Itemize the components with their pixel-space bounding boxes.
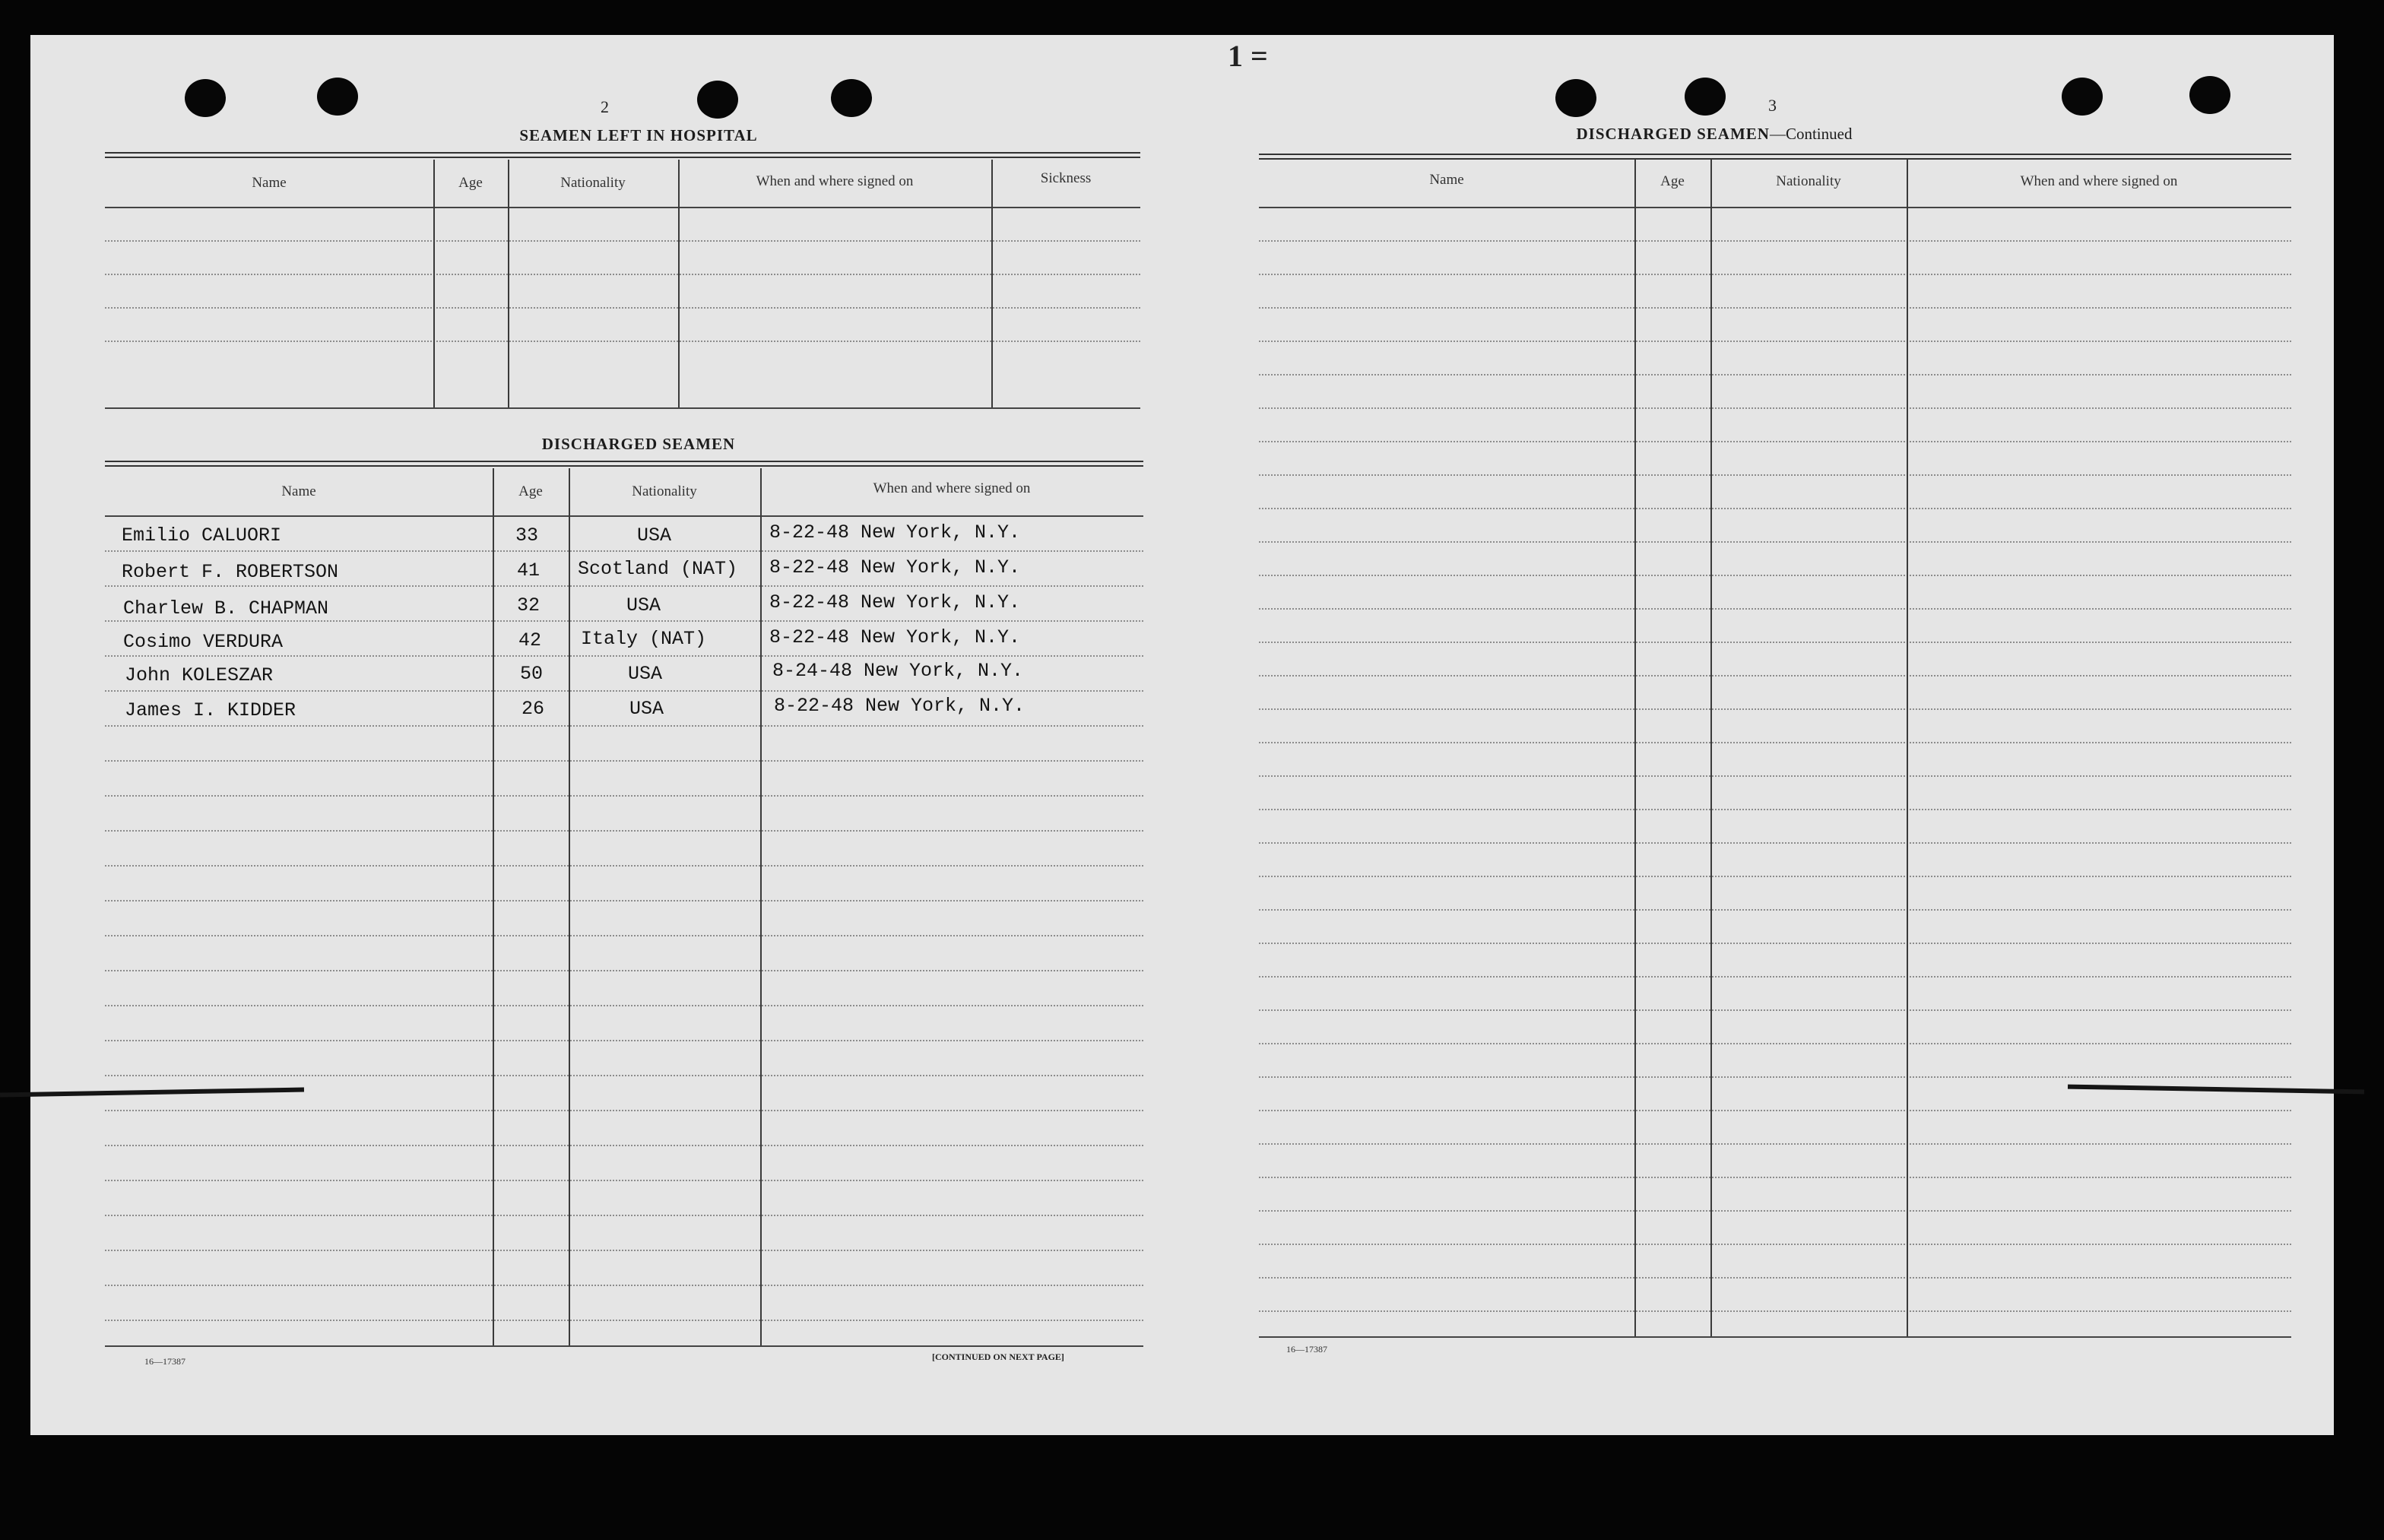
scanned-document [30, 35, 2334, 1435]
discharged-continued-title [1551, 125, 1878, 144]
col-header-age: Age [458, 175, 483, 191]
form-number-left: 16—17387 [144, 1356, 185, 1367]
seaman-name: John KOLESZAR [125, 664, 274, 686]
hospital-table [105, 152, 1140, 456]
punch-hole [1555, 79, 1596, 117]
col-header-signed-on: When and where signed on [873, 480, 1031, 496]
continued-note: [CONTINUED ON NEXT PAGE] [932, 1351, 1064, 1362]
seaman-signed-on: 8-22-48 New York, N.Y. [769, 591, 1021, 613]
seaman-age: 26 [522, 698, 545, 720]
seaman-signed-on: 8-22-48 New York, N.Y. [769, 556, 1021, 578]
page-number-left: 2 [601, 97, 609, 116]
seaman-age: 50 [520, 663, 544, 685]
col-header-name: Name [281, 483, 316, 499]
seaman-nationality: Italy (NAT) [581, 628, 707, 650]
col-header-nationality: Nationality [1776, 173, 1841, 189]
seaman-signed-on: 8-22-48 New York, N.Y. [769, 521, 1021, 543]
seaman-nationality: USA [629, 698, 664, 720]
discharged-table [105, 461, 1143, 1388]
seaman-signed-on: 8-22-48 New York, N.Y. [774, 695, 1026, 717]
col-header-age: Age [1660, 173, 1685, 189]
seaman-nationality: USA [628, 663, 663, 685]
col-header-signed-on: When and where signed on [756, 173, 914, 189]
page-number-right: 3 [1768, 96, 1777, 115]
discharged-section-title: DISCHARGED SEAMEN [541, 435, 736, 453]
punch-hole [1685, 78, 1726, 116]
seaman-nationality: USA [637, 524, 672, 547]
seaman-name: James I. KIDDER [125, 699, 296, 721]
discharged-continued-table [1259, 154, 2291, 1385]
seaman-name: Charlew B. CHAPMAN [123, 597, 329, 619]
col-header-age: Age [518, 483, 543, 499]
section-title: DISCHARGED SEAMEN [1576, 125, 1770, 143]
hospital-section-title: SEAMEN LEFT IN HOSPITAL [519, 126, 758, 144]
seaman-age: 42 [518, 629, 542, 651]
punch-hole [317, 78, 358, 116]
scan-marks: 1 = [1228, 39, 1268, 73]
seaman-age: 41 [517, 559, 541, 581]
punch-hole [697, 81, 738, 119]
col-header-name: Name [1429, 172, 1464, 188]
seaman-nationality: Scotland (NAT) [578, 558, 738, 580]
punch-hole [185, 79, 226, 117]
seaman-signed-on: 8-24-48 New York, N.Y. [772, 660, 1024, 682]
seaman-name: Cosimo VERDURA [123, 631, 284, 653]
col-header-signed-on: When and where signed on [2020, 173, 2178, 189]
col-header-nationality: Nationality [632, 483, 697, 499]
seaman-name: Robert F. ROBERTSON [122, 561, 339, 583]
col-header-name: Name [252, 175, 287, 191]
col-header-sickness: Sickness [1040, 170, 1092, 186]
punch-hole [2062, 78, 2103, 116]
col-header-nationality: Nationality [560, 175, 626, 191]
seaman-age: 33 [515, 524, 539, 547]
seaman-nationality: USA [626, 594, 661, 616]
form-number-right: 16—17387 [1286, 1344, 1327, 1355]
seaman-name: Emilio CALUORI [122, 524, 282, 547]
seaman-age: 32 [517, 594, 541, 616]
punch-hole [831, 79, 872, 117]
punch-hole [2189, 76, 2230, 114]
seaman-signed-on: 8-22-48 New York, N.Y. [769, 626, 1021, 648]
section-title-suffix: —Continued [1769, 125, 1853, 143]
